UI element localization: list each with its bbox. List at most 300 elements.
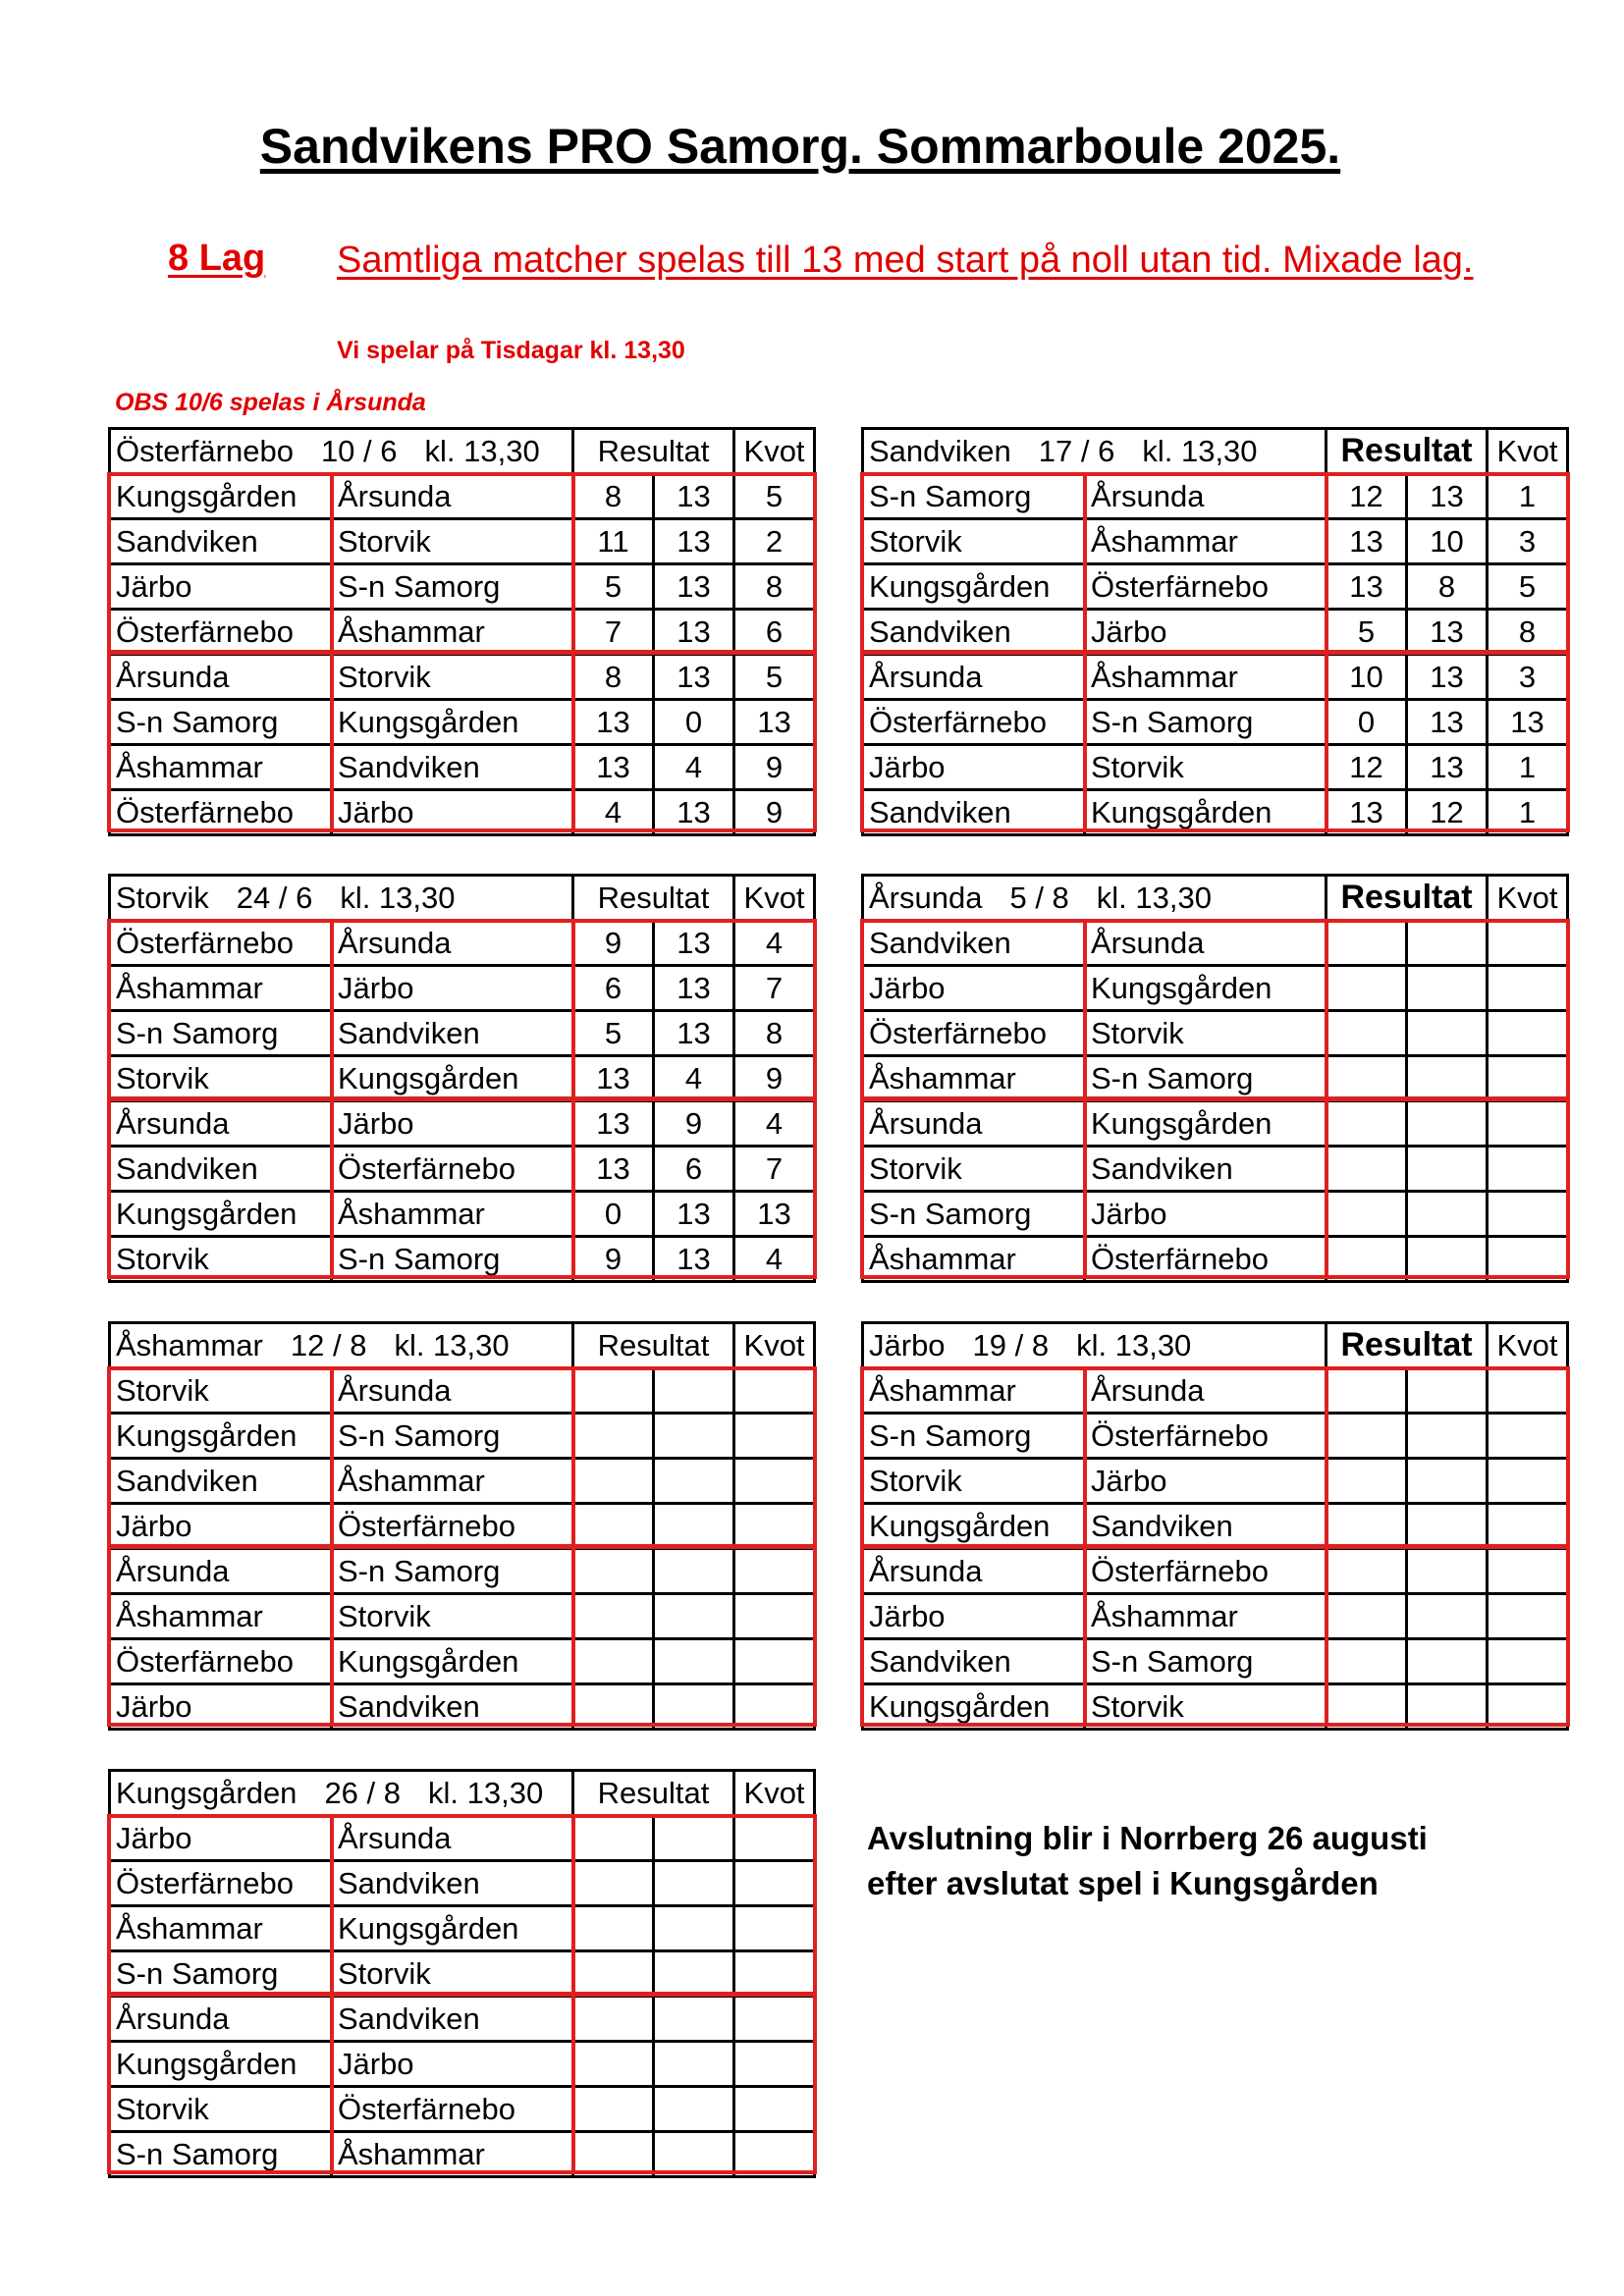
away-team: Kungsgården [1085,1101,1326,1147]
score-home: 13 [573,745,654,790]
score-away [1407,1684,1488,1730]
away-team: Åshammar [332,1192,573,1237]
away-team: Järbo [332,2042,573,2087]
away-team: Årsunda [1085,921,1326,966]
score-away: 13 [654,1192,734,1237]
match-row [110,700,815,745]
home-team: Storvik [110,1237,332,1282]
schedule-note: Vi spelar på Tisdagar kl. 13,30 [337,337,685,364]
score-away: 13 [654,1011,734,1056]
score-home [1326,1011,1407,1056]
match-row [110,1414,815,1459]
away-team: Sandviken [1085,1147,1326,1192]
round-venue: Järbo [869,1328,946,1362]
home-team: Storvik [863,1147,1085,1192]
away-team: Kungsgården [332,1906,573,1951]
score-home [573,1816,654,1861]
home-team: Åshammar [863,1056,1085,1101]
round-date: 17 / 6 [1038,434,1115,468]
score-away [1407,1459,1488,1504]
closing-note [867,1816,1428,1906]
home-team: Österfärnebo [863,1011,1085,1056]
score-away: 9 [654,1101,734,1147]
score-home [573,1459,654,1504]
kvot-value [1488,1594,1568,1639]
result-header: Resultat [573,1771,734,1816]
kvot-value [1488,1011,1568,1056]
home-team: Storvik [110,1368,332,1414]
away-team: Järbo [1085,1459,1326,1504]
round-venue: Sandviken [869,434,1011,468]
away-team: Storvik [332,1951,573,1997]
away-team: Årsunda [332,921,573,966]
match-row [863,1147,1568,1192]
away-team: Storvik [332,1594,573,1639]
match-row [110,1594,815,1639]
round-header [863,1323,1568,1368]
round-title [110,876,573,921]
home-team: Järbo [110,564,332,610]
round-time: kl. 13,30 [424,434,540,468]
match-row [110,1906,815,1951]
match-row [110,1997,815,2042]
away-team: Kungsgården [1085,790,1326,835]
away-team: Österfärnebo [1085,1549,1326,1594]
score-home: 6 [573,966,654,1011]
score-home [573,1861,654,1906]
round-table [861,427,1569,836]
kvot-value: 1 [1488,474,1568,519]
round-title [110,1771,573,1816]
score-away [654,1414,734,1459]
away-team: Sandviken [332,1997,573,2042]
away-team: Kungsgården [1085,966,1326,1011]
away-team: Årsunda [332,474,573,519]
round-table [108,427,816,836]
score-home [1326,1639,1407,1684]
home-team: Järbo [863,966,1085,1011]
home-team: Sandviken [110,519,332,564]
away-team: Åshammar [332,1459,573,1504]
score-away: 13 [654,1237,734,1282]
away-team: Sandviken [332,1011,573,1056]
kvot-header: Kvot [734,1323,815,1368]
score-home [1326,1368,1407,1414]
match-row [110,745,815,790]
kvot-header: Kvot [734,1771,815,1816]
home-team: Järbo [863,1594,1085,1639]
away-team: Åshammar [332,610,573,655]
kvot-value [1488,1192,1568,1237]
match-row [110,1684,815,1730]
away-team: Järbo [332,1101,573,1147]
round-date: 5 / 8 [1009,881,1069,915]
away-team: S-n Samorg [332,1414,573,1459]
score-home [1326,1414,1407,1459]
match-row [863,1011,1568,1056]
kvot-value: 8 [734,1011,815,1056]
round-date: 24 / 6 [236,881,313,915]
score-away: 13 [654,655,734,700]
score-home [573,1639,654,1684]
score-home [573,1906,654,1951]
score-home: 9 [573,921,654,966]
round-date: 19 / 8 [972,1328,1050,1362]
match-row [863,921,1568,966]
score-away [654,1951,734,1997]
round-date: 26 / 8 [324,1776,401,1810]
match-row [863,1237,1568,1282]
home-team: Sandviken [110,1459,332,1504]
score-home [1326,1684,1407,1730]
kvot-header: Kvot [1488,429,1568,474]
kvot-value [1488,966,1568,1011]
home-team: Österfärnebo [110,1861,332,1906]
score-away [654,1639,734,1684]
score-away [654,1459,734,1504]
match-row [110,564,815,610]
away-team: Österfärnebo [1085,1414,1326,1459]
kvot-value: 1 [1488,790,1568,835]
round-venue: Åshammar [116,1328,263,1362]
score-away [654,1549,734,1594]
score-away: 13 [654,474,734,519]
kvot-value [734,1906,815,1951]
away-team: Järbo [1085,1192,1326,1237]
away-team: Årsunda [1085,474,1326,519]
result-header: Resultat [1326,429,1488,474]
match-row [110,966,815,1011]
home-team: Österfärnebo [863,700,1085,745]
kvot-value [1488,1414,1568,1459]
away-team: Österfärnebo [332,1504,573,1549]
score-away [1407,1101,1488,1147]
round-header [863,876,1568,921]
score-home: 12 [1326,745,1407,790]
round-header [863,429,1568,474]
round-venue: Storvik [116,881,209,915]
score-away [1407,1414,1488,1459]
round-table [108,874,816,1283]
score-away: 13 [1407,655,1488,700]
match-row [110,1951,815,1997]
kvot-value [734,2042,815,2087]
score-home: 0 [1326,700,1407,745]
away-team: Storvik [332,655,573,700]
match-row [110,1101,815,1147]
result-header: Resultat [1326,876,1488,921]
score-home [573,2132,654,2177]
away-team: S-n Samorg [332,1237,573,1282]
round-table [108,1321,816,1731]
kvot-value: 5 [1488,564,1568,610]
match-row [863,1594,1568,1639]
home-team: Åshammar [863,1368,1085,1414]
away-team: Årsunda [332,1368,573,1414]
away-team: Storvik [1085,745,1326,790]
away-team: S-n Samorg [1085,1639,1326,1684]
kvot-value: 8 [734,564,815,610]
match-row [863,966,1568,1011]
round-time: kl. 13,30 [394,1328,510,1362]
score-home: 13 [573,700,654,745]
kvot-value: 13 [734,700,815,745]
round-header [110,1323,815,1368]
round-time: kl. 13,30 [428,1776,544,1810]
home-team: S-n Samorg [863,1414,1085,1459]
score-home: 13 [573,1056,654,1101]
match-row [863,519,1568,564]
away-team: Sandviken [1085,1504,1326,1549]
score-away [1407,1011,1488,1056]
away-team: Storvik [1085,1684,1326,1730]
score-away [654,1504,734,1549]
score-home [1326,1147,1407,1192]
kvot-value: 5 [734,655,815,700]
round-time: kl. 13,30 [1096,881,1212,915]
match-row [863,564,1568,610]
match-row [110,2087,815,2132]
match-row [110,2042,815,2087]
score-away: 8 [1407,564,1488,610]
kvot-value [1488,1459,1568,1504]
home-team: S-n Samorg [110,1011,332,1056]
score-away: 13 [1407,745,1488,790]
score-home: 5 [1326,610,1407,655]
score-away: 13 [654,966,734,1011]
away-team: Åshammar [332,2132,573,2177]
away-team: Sandviken [332,745,573,790]
home-team: Kungsgården [110,1414,332,1459]
away-team: Årsunda [1085,1368,1326,1414]
score-away: 12 [1407,790,1488,835]
score-home: 11 [573,519,654,564]
score-home [573,1414,654,1459]
round-header [110,429,815,474]
score-away [1407,1056,1488,1101]
round-table [108,1769,816,2178]
score-home [573,1997,654,2042]
match-row [110,1549,815,1594]
round-time: kl. 13,30 [1142,434,1258,468]
match-row [110,921,815,966]
match-row [110,1056,815,1101]
round-title [110,429,573,474]
score-home [1326,921,1407,966]
score-away [1407,1504,1488,1549]
match-row [110,790,815,835]
result-header: Resultat [573,1323,734,1368]
match-row [110,519,815,564]
score-away [1407,1368,1488,1414]
score-home: 13 [1326,564,1407,610]
kvot-value: 7 [734,966,815,1011]
home-team: Kungsgården [110,1192,332,1237]
match-row [110,1368,815,1414]
score-away [654,1684,734,1730]
home-team: Kungsgården [110,474,332,519]
away-team: Kungsgården [332,1056,573,1101]
score-away: 13 [654,921,734,966]
away-team: Österfärnebo [1085,564,1326,610]
kvot-value [734,2087,815,2132]
match-row [863,745,1568,790]
closing-line-2: efter avslutat spel i Kungsgården [867,1865,1379,1901]
round-date: 12 / 8 [290,1328,367,1362]
round-venue: Årsunda [869,881,983,915]
kvot-value [734,1816,815,1861]
round-title [110,1323,573,1368]
away-team: Årsunda [332,1816,573,1861]
home-team: Åshammar [863,1237,1085,1282]
round-date: 10 / 6 [320,434,398,468]
away-team: Sandviken [332,1684,573,1730]
match-row [863,1056,1568,1101]
home-team: Storvik [110,2087,332,2132]
kvot-value [1488,921,1568,966]
home-team: Årsunda [110,1549,332,1594]
away-team: S-n Samorg [1085,700,1326,745]
kvot-header: Kvot [734,429,815,474]
kvot-value [734,1504,815,1549]
home-team: S-n Samorg [110,700,332,745]
match-row [110,474,815,519]
kvot-value [734,1684,815,1730]
match-row [110,1816,815,1861]
kvot-value [1488,1504,1568,1549]
score-home [1326,1594,1407,1639]
kvot-header: Kvot [1488,1323,1568,1368]
away-team: S-n Samorg [332,564,573,610]
home-team: Åshammar [110,1906,332,1951]
score-away [1407,1237,1488,1282]
match-row [110,1861,815,1906]
home-team: Årsunda [110,1997,332,2042]
kvot-value: 4 [734,921,815,966]
match-row [863,1459,1568,1504]
page-title: Sandvikens PRO Samorg. Sommarboule 2025. [259,119,1341,174]
match-row [110,1639,815,1684]
result-header: Resultat [573,876,734,921]
round-table [861,874,1569,1283]
kvot-value: 7 [734,1147,815,1192]
score-home [573,1368,654,1414]
score-away [654,1861,734,1906]
score-away [654,1997,734,2042]
match-row [110,1237,815,1282]
kvot-header: Kvot [1488,876,1568,921]
score-away: 4 [654,745,734,790]
score-home: 5 [573,1011,654,1056]
away-team: Sandviken [332,1861,573,1906]
home-team: Kungsgården [863,1504,1085,1549]
score-home [1326,1101,1407,1147]
score-away: 13 [1407,610,1488,655]
score-home: 10 [1326,655,1407,700]
score-home: 0 [573,1192,654,1237]
kvot-value [734,1639,815,1684]
score-home [1326,1504,1407,1549]
match-row [863,1192,1568,1237]
home-team: Storvik [863,1459,1085,1504]
kvot-header: Kvot [734,876,815,921]
score-home: 9 [573,1237,654,1282]
match-row [863,474,1568,519]
away-team: Kungsgården [332,700,573,745]
kvot-value [1488,1237,1568,1282]
score-home: 4 [573,790,654,835]
score-away: 13 [654,610,734,655]
score-home: 12 [1326,474,1407,519]
score-away [654,2132,734,2177]
home-team: Sandviken [863,921,1085,966]
home-team: Storvik [863,519,1085,564]
home-team: Järbo [110,1684,332,1730]
kvot-value: 2 [734,519,815,564]
score-home [573,1549,654,1594]
match-row [863,1414,1568,1459]
score-away [1407,921,1488,966]
home-team: Österfärnebo [110,610,332,655]
score-home: 8 [573,474,654,519]
score-home [1326,1549,1407,1594]
away-team: Åshammar [1085,655,1326,700]
score-away: 13 [1407,474,1488,519]
score-home [1326,966,1407,1011]
score-home [573,1594,654,1639]
home-team: Årsunda [110,1101,332,1147]
score-away [1407,1549,1488,1594]
round-table [861,1321,1569,1731]
match-row [110,1459,815,1504]
home-team: Åshammar [110,966,332,1011]
score-home: 8 [573,655,654,700]
home-team: Sandviken [863,610,1085,655]
away-team: Storvik [1085,1011,1326,1056]
kvot-value: 9 [734,790,815,835]
away-team: Kungsgården [332,1639,573,1684]
home-team: Sandviken [863,790,1085,835]
score-away [654,1906,734,1951]
away-team: Åshammar [1085,1594,1326,1639]
round-time: kl. 13,30 [340,881,456,915]
away-team: Storvik [332,519,573,564]
home-team: Järbo [863,745,1085,790]
score-away [654,1594,734,1639]
kvot-value: 3 [1488,519,1568,564]
score-away [654,1368,734,1414]
match-row [110,2132,815,2177]
score-away: 13 [654,564,734,610]
kvot-value [734,1594,815,1639]
round-title [863,1323,1326,1368]
score-away: 13 [654,519,734,564]
score-home: 5 [573,564,654,610]
score-home: 13 [1326,790,1407,835]
kvot-value [1488,1368,1568,1414]
score-away: 6 [654,1147,734,1192]
match-row [863,1639,1568,1684]
kvot-value [734,1951,815,1997]
round-venue: Kungsgården [116,1776,298,1810]
round-header [110,876,815,921]
score-home: 13 [1326,519,1407,564]
home-team: S-n Samorg [110,2132,332,2177]
score-away: 4 [654,1056,734,1101]
score-home [1326,1192,1407,1237]
away-team: Järbo [332,790,573,835]
kvot-value [1488,1549,1568,1594]
